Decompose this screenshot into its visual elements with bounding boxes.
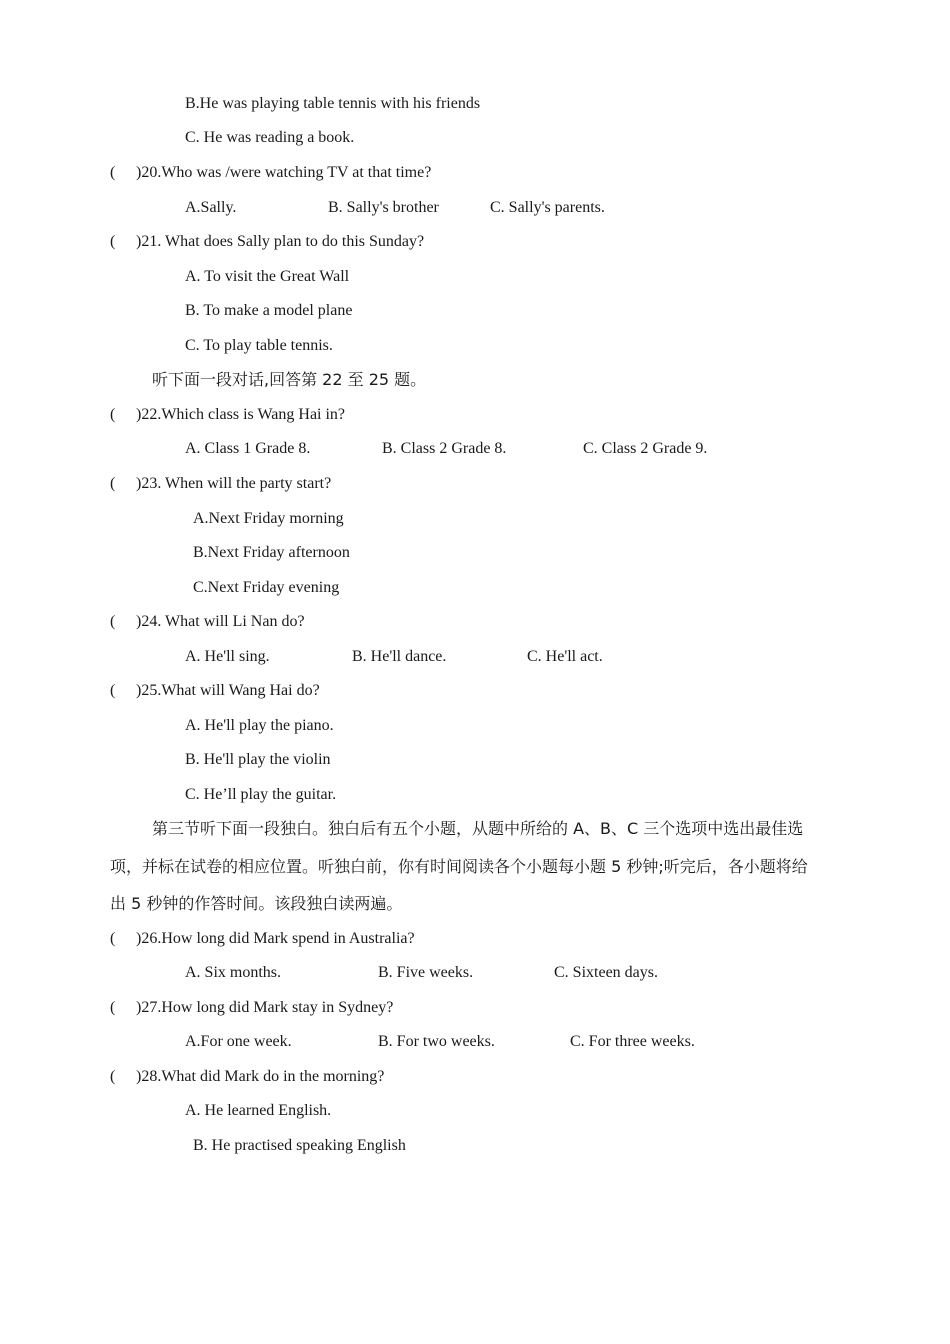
q27-option-c: C. For three weeks. — [570, 1033, 695, 1050]
q27-option-a: A.For one week. — [185, 1033, 292, 1050]
q22-stem: )22.Which class is Wang Hai in? — [136, 406, 346, 423]
q26-option-c: C. Sixteen days. — [554, 964, 658, 981]
q23-option-a: A.Next Friday morning — [193, 510, 344, 527]
q20-option-b: B. Sally's brother — [328, 199, 439, 216]
q23-stem: )23. When will the party start? — [136, 475, 332, 492]
q20-stem: )20.Who was /were watching TV at that time? — [136, 164, 432, 181]
q28-option-b: B. He practised speaking English — [193, 1137, 406, 1154]
section3-instruction-line2: 项，并标在试卷的相应位置。听独白前，你有时间阅读各个小题每小题 5 秒钟;听完后，各小题将给 — [110, 857, 808, 876]
q24-answer-blank: ( — [110, 613, 116, 630]
q23-option-c: C.Next Friday evening — [193, 579, 340, 596]
q19-option-b: B.He was playing table tennis with his friends — [185, 95, 481, 112]
q28-stem: )28.What did Mark do in the morning? — [136, 1068, 385, 1085]
q21-answer-blank: ( — [110, 233, 116, 250]
q24-option-b: B. He'll dance. — [352, 648, 447, 665]
q24-stem: )24. What will Li Nan do? — [136, 613, 305, 630]
q26-answer-blank: ( — [110, 930, 116, 947]
q22-option-a: A. Class 1 Grade 8. — [185, 440, 311, 457]
q25-option-b: B. He'll play the violin — [185, 751, 331, 768]
q25-option-a: A. He'll play the piano. — [185, 717, 334, 734]
q24-option-c: C. He'll act. — [527, 648, 603, 665]
q27-stem: )27.How long did Mark stay in Sydney? — [136, 999, 394, 1016]
q27-option-b: B. For two weeks. — [378, 1033, 495, 1050]
q26-option-a: A. Six months. — [185, 964, 282, 981]
section3-instruction-line1: 第三节听下面一段独白。独白后有五个小题，从题中所给的 A、B、C 三个选项中选出最佳选 — [152, 819, 804, 838]
q21-option-c: C. To play table tennis. — [185, 337, 333, 354]
q28-option-a: A. He learned English. — [185, 1102, 332, 1119]
q20-option-c: C. Sally's parents. — [490, 199, 605, 216]
q21-option-a: A. To visit the Great Wall — [185, 268, 350, 285]
section3-instruction-line3: 出 5 秒钟的作答时间。该段独白读两遍。 — [110, 894, 403, 913]
q28-answer-blank: ( — [110, 1068, 116, 1085]
q25-stem: )25.What will Wang Hai do? — [136, 682, 320, 699]
instruction-22-25: 听下面一段对话,回答第 22 至 25 题。 — [152, 370, 427, 389]
q22-option-c: C. Class 2 Grade 9. — [583, 440, 708, 457]
q22-answer-blank: ( — [110, 406, 116, 423]
q20-answer-blank: ( — [110, 164, 116, 181]
q22-option-b: B. Class 2 Grade 8. — [382, 440, 507, 457]
q21-option-b: B. To make a model plane — [185, 302, 353, 319]
q26-stem: )26.How long did Mark spend in Australia? — [136, 930, 415, 947]
q20-option-a: A.Sally. — [185, 199, 237, 216]
q21-stem: )21. What does Sally plan to do this Sunday? — [136, 233, 425, 250]
q27-answer-blank: ( — [110, 999, 116, 1016]
q24-option-a: A. He'll sing. — [185, 648, 270, 665]
q23-option-b: B.Next Friday afternoon — [193, 544, 350, 561]
q25-answer-blank: ( — [110, 682, 116, 699]
q23-answer-blank: ( — [110, 475, 116, 492]
q19-option-c: C. He was reading a book. — [185, 129, 355, 146]
q25-option-c: C. He’ll play the guitar. — [185, 786, 337, 803]
q26-option-b: B. Five weeks. — [378, 964, 474, 981]
